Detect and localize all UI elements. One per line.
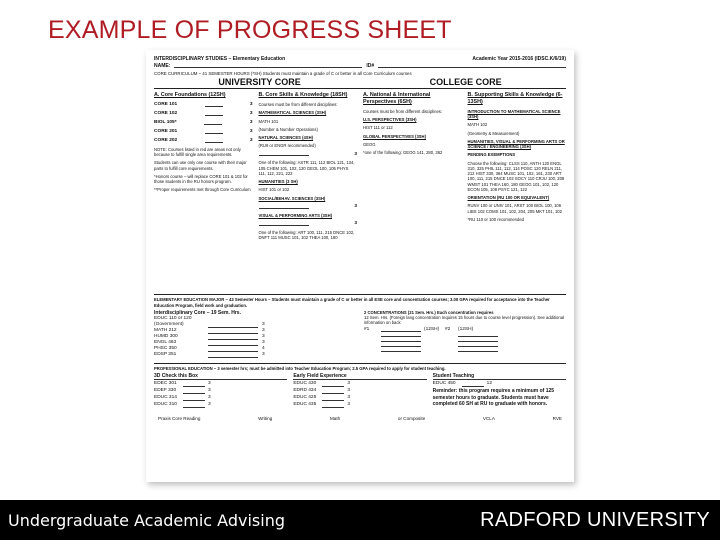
id-blank [378,63,566,68]
id-label: ID# [366,63,375,70]
grade-blank [322,397,344,401]
course-row [154,138,253,144]
major-row [154,316,356,328]
course-code: MATH 212 [154,327,177,333]
course-sh: 3 [208,388,211,394]
col-b-section: MATHEMATICAL SCIENCES (3SH) [258,110,327,116]
course-code: EDUC 110 or 120 (Government) [154,316,192,327]
professional-education [154,363,566,408]
conc-sh: (12SH) [458,326,474,332]
conc-blank [458,333,498,337]
conc-row [364,327,566,333]
grade-blank [183,397,205,401]
course-code: HUMD 300 [154,333,178,339]
conc-blank [458,338,498,342]
course-sh: 3 [354,203,357,209]
col-b-nat-list: One of the following: ASTR 111, 112 BIOL 121, 134, 105 CHEM 101, 102, 120 GEOL 100, 105 PHYS 111, 112, 221, 222 [258,160,355,176]
course-sh: 3 [249,128,253,134]
course-code: EDEC 301 [154,381,177,387]
footer-item: Math [329,416,341,422]
col-c-us: HIST 111 or 112 [363,125,393,131]
name-row [154,63,566,69]
course-code: EDEF 330 [154,388,177,394]
conc-num: #1 [364,326,370,332]
conc-blank [458,343,498,347]
slide-title: EXAMPLE OF PROGRESS SHEET [48,16,452,44]
course-sh: 3 [262,351,265,357]
name-label: NAME: [154,63,171,70]
course-code: CORE 102 [154,110,178,116]
col-a-head: A. Core Foundations (12SH) [154,92,226,99]
course-row [154,129,253,135]
major-head: ELEMENTARY EDUCATION MAJOR – 43 Semester Hours – Students must maintain a grade of C or better in all ESE core and concentration courses; 3.00 GPA required for acceptance into the Teacher Education Program, field work and graduation. [154,297,550,308]
pe-head: PROFESSIONAL EDUCATION – 3 semester hrs; must be admitted into Teacher Education Program; 2.5 GPA required to apply for student teaching. [154,365,446,371]
col-a-note: NOTE: Courses listed in red are areas not only because to fulfill single area requirements. [154,146,241,158]
grade-blank [208,336,258,340]
conc-head: 2 CONCENTRATIONS (21 Sem. Hrs.) Each concentration requires [364,309,494,315]
interdisciplinary-core [154,310,356,358]
col-d-section: PENDING EXEMPTIONS [467,152,516,158]
col-b-sub: Courses must be from different disciplines: [258,102,338,107]
grade-blank [205,139,223,143]
column-c [363,92,462,290]
academic-year: Academic Year 2015-2016 (IDSC.K/6/19) [472,56,566,62]
course-code: EDSP 351 [154,351,177,357]
col-d-ru: RUNV 100 or UNIV 101, ARST 100 BIOL 100, 106 LIBS 102 COMS 101, 102, 204, 205 MKT 101, 102 [467,203,562,214]
footer-item: Praxis Core Reading [158,416,201,422]
conc-row [364,333,566,337]
inter-label: Interdisciplinary Core – 19 Sem. Hrs. [154,309,241,316]
course-sh: 3 [354,221,357,227]
course-sh: 3 [262,339,265,345]
conc-num: #2 [445,326,451,332]
col-b-section: VISUAL & PERFORMING ARTS (3SH) [258,212,333,218]
grade-blank [208,330,258,334]
col-a-note: **Proper requirements met through Core Curriculum [154,187,251,193]
pe-row [293,395,426,401]
conc-blank [381,343,421,347]
major-grid [154,310,566,358]
course-row [259,221,358,227]
course-code: PHSC 350 [154,345,177,351]
grade-blank [205,103,223,107]
pe-row [154,395,287,401]
pe-row [154,402,287,408]
course-row [259,152,358,158]
course-sh: 3 [347,395,350,401]
conc-row [364,348,566,352]
grade-blank [183,404,205,408]
pe-row [154,388,287,394]
course-code: CORE 201 [154,128,178,134]
col-b-head: B. Core Skills & Knowledge (18SH) [258,92,348,99]
course-sh: 3 [262,333,265,339]
pe-row [293,402,426,408]
course-code: EDUC 435 [293,402,317,408]
col-b-section: SOCIAL/BEHAV. SCIENCES (3SH) [258,195,326,201]
col-d-ru-note: *RU 110 or 100 recommended [467,216,524,222]
course-code: EDRD 434 [293,388,317,394]
grade-blank [259,222,309,226]
conc-blank [381,328,421,332]
course-sh: 3 [354,151,357,157]
column-d [468,92,567,290]
pe-row [433,381,566,387]
col-b-math-note: (Number & Number Operations) [258,126,318,132]
col-d-list: Choose the following: CLSS 110, ANTH 120 ENGL 310, 325 PHIL 111, 112, 114 POSC 120 RELN 211, 212 HIST 330, 364 MUSC 101, 102, 161, 230 ART 100, 111, 215 DNCE 102 SOCY 110 CRJU 100, 208 WMST 101 THEA 160, 180 GEOG 101, 102, 120 ECON 105, 106 PSYC 121, 122 [467,160,565,192]
college-core-label: COLLEGE CORE [429,77,502,87]
col-c-sub: Courses must be from different disciplines: [363,108,443,114]
conc-blank [381,338,421,342]
course-sh: 3 [262,321,265,327]
grade-blank [259,205,309,209]
course-code: CORE 101 [154,102,178,107]
concentrations [364,310,566,358]
course-sh: 3 [347,388,350,394]
course-sh: 3 [262,327,265,333]
grade-blank [205,112,223,116]
pe-row [293,381,426,387]
col-d-section: INTRODUCTION TO MATHEMATICAL SCIENCE (3SH) [467,108,561,119]
course-sh: 3 [347,381,350,387]
bottom-bar [0,500,720,540]
col-b-section: HUMANITIES (3 SH) [258,179,298,185]
grade-blank [183,390,205,394]
course-row [154,111,253,117]
column-a [154,92,253,290]
pe-col-2 [293,373,426,408]
pe-col-head: Student Teaching [433,373,566,380]
major-row [154,352,356,358]
col-c-glob-note: *one of the following: GEOG 141, 280, 362 [363,150,443,155]
course-sh: 3 [249,119,253,125]
course-sh: 12 [486,381,492,387]
col-d-math-note: (Geometry & Measurement) [467,130,520,136]
col-b-nat-note: (RU9 or ENGR recommended) [258,143,316,149]
conc-note: 12 Sem. Hrs. (Foreign lang concentration requires 15 hours due to course level progression). See additional information on back [364,315,564,326]
course-sh: 3 [208,395,211,401]
conc-row [364,338,566,342]
col-a-note: *Honors course – will replace CORE 101 & 102 for those students in the RU honors program. [154,173,248,185]
pe-grid [154,373,566,408]
course-code: EDUC 425 [293,395,317,401]
col-d-section: ORIENTATION (RU 100 OR EQUIVALENT) [467,195,550,200]
course-code: BIOL 105* [154,119,177,125]
progress-sheet [146,50,574,482]
course-sh: 3 [249,102,253,107]
course-row [259,204,358,210]
footer-item: VCLA [482,416,495,422]
course-code: EDUC 430 [293,381,317,387]
conc-row [364,343,566,347]
program-title: INTERDISCIPLINARY STUDIES – Elementary Education [154,56,286,62]
col-c-section: U.S. PERSPECTIVES (3SH) [363,117,417,122]
grade-blank [259,152,309,156]
grade-blank [208,348,258,352]
course-row [154,102,253,108]
footer-item: or Composite [397,416,426,422]
course-sh: 3 [347,402,350,408]
col-b-hum: HIST 101 or 102 [258,187,290,193]
st-note: Reminder: this program requires a minimum of 125 semester hours to graduate. Students must have completed 60 SH at RU to graduate with honors. [432,388,555,407]
col-c-glob: GEOG [363,141,376,147]
course-sh: 3 [208,402,211,408]
course-code: CORE 202 [154,137,178,143]
grade-blank [462,383,484,387]
grade-blank [204,121,222,125]
col-b-section: NATURAL SCIENCES (4SH) [258,135,314,140]
conc-blank [381,348,421,352]
department-label: Undergraduate Academic Advising [8,510,285,530]
grade-blank [205,130,223,134]
column-b [259,92,358,290]
course-code: ENGL 463 [154,339,177,345]
col-a-note: Students can use only one course with their major parts to fulfill core requirements. [154,160,247,171]
col-d-section: HUMANITIES, VISUAL & PERFORMING ARTS OR SCIENCE / ENGINEERING (3SH) [467,138,565,149]
pe-col-3 [433,373,566,408]
name-blank [174,63,362,68]
course-row [154,120,253,126]
pe-col-head: Early Field Experience [293,373,426,380]
col-c-head: A. National & International Perspectives (6SH) [363,92,431,105]
course-code: EDUC 314 [154,395,177,401]
major-section [154,294,566,358]
footer-item: RVE [552,416,562,422]
praxis-footer [154,416,566,422]
course-code: EDUC 310 [154,402,177,408]
core-columns [154,92,566,290]
conc-sh: (12SH) [424,326,440,332]
col-d-head: B. Supporting Skills & Knowledge (6-13SH) [467,92,563,105]
course-sh: 3 [249,137,253,143]
footer-item: Writing [258,416,273,422]
col-d-math: MATH 102 [467,122,488,128]
core-header-bar [154,77,566,89]
grade-blank [208,324,258,328]
grade-blank [322,404,344,408]
pe-col-1 [154,373,287,408]
grade-blank [322,383,344,387]
course-sh: 4 [262,345,265,351]
col-b-vpa-list: One of the following: ART 100, 111, 215 DNCE 102, DNFT 111 MUSC 101, 102 THEA 100, 180 [258,230,355,241]
grade-blank [322,390,344,394]
course-code: EDUC 450 [432,381,456,387]
conc-blank [381,333,421,337]
pe-row [293,388,426,394]
university-logo-text: RADFORD UNIVERSITY [480,508,710,531]
pe-row [154,381,287,387]
course-sh: 3 [208,381,211,387]
grade-blank [208,342,258,346]
col-c-section: GLOBAL PERSPECTIVES (3SH) [363,133,426,139]
grade-blank [208,354,258,358]
course-sh: 3 [249,110,253,116]
university-core-label: UNIVERSITY CORE [218,77,301,87]
pe-col-head: 3D Check this Box [154,373,287,380]
conc-blank [458,348,498,352]
sheet-header [154,56,566,62]
core-line: CORE CURRICULUM – 41 SEMESTER HOURS (*SH) Students must maintain a grade of C or better in all Core Curriculum courses [154,70,412,76]
col-b-math: MATH 101 [258,118,279,124]
grade-blank [183,383,205,387]
